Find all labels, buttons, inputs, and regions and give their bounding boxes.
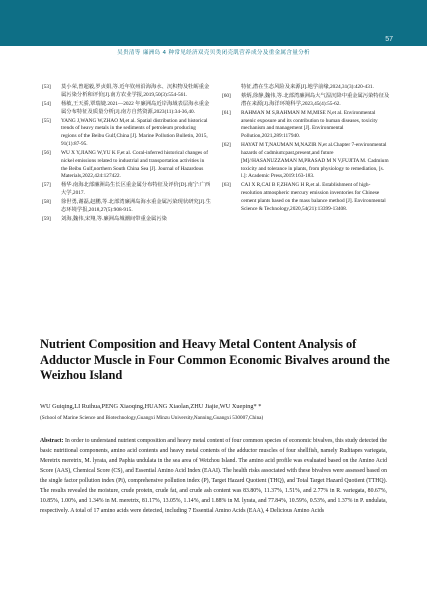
references-left-column bbox=[42, 84, 212, 225]
reference-text: 徐世勇,谢磊,赵鹏,等.北部湾廉洲岛海水重金属污染现状研究[J].生态环境学报,2018,27(5):908-915. bbox=[61, 199, 211, 213]
reference-number: [53] bbox=[42, 84, 51, 90]
journal-header-bar bbox=[0, 0, 427, 46]
reference-entry bbox=[222, 93, 390, 109]
reference-text: 杨敏,王天骄,覃瑞婕.2021—2022 年廉洲岛近岸海域表层海水重金属分布特征及质量分析[J].南方自然资源,2023(11):34-36,40. bbox=[61, 100, 210, 115]
reference-entry bbox=[42, 216, 212, 224]
reference-number: [59] bbox=[42, 215, 51, 222]
reference-text: 杨华.南海北部廉洲岛生长区重金属分布特征及评价[D].南宁:广西大学,2017. bbox=[61, 182, 211, 197]
reference-text: CAI X R,CAI B F,ZHANG H R,et al. Establishment of high-resolution atmospheric mercury emission inventories for Chinese cement plants based on the mass balance method [J]. Environmental Science & Technology,2020,54(21):13399-13408. bbox=[241, 182, 386, 212]
reference-entry bbox=[222, 84, 390, 92]
reference-number: [62] bbox=[222, 142, 231, 149]
reference-number bbox=[222, 84, 241, 92]
reference-number: [58] bbox=[42, 199, 51, 206]
reference-entry bbox=[222, 182, 390, 213]
reference-number: [54] bbox=[42, 100, 51, 107]
abstract-text: In order to understand nutrient composition and heavy metal content of four common species of economic bivalves, this study detected the basic nutritional components, amino acid contents and heavy metal contents of the adductor muscles of four shellfish, namely Ruditapes variegata, Meretrix meretrix, M. lyrata, and Paphia undulata in the sea area of Weizhou Island. The amino acid profile was evaluated based on the Amino Acid Score (AAS), Chemical Score (CS), and Essential Amino Acid Index (EAAI). The health risks associated with these bivalves were assessed based on the single factor pollution index (Pi), comprehensive pollution index (P), Target Hazard Quotient (THQ), and Total Target Hazard Quotient (TTHQ). The results revealed the moisture, crude protein, crude fat, and crude ash content was 83.80%, 11.37%, 1.51%, and 2.77% in R. variegata, 80.67%, 10.85%, 1.00%, and 1.34% in M. meretrix, 81.17%, 13.05%, 1.14%, and 1.88% in M. lyrata, and 77.84%, 10.59%, 0.53%, and 1.37% in P. undulata, respectively. A total of 17 amino acids were detected, including 7 Essential Amino Acids (EAA), 4 Delicious Amino Acids bbox=[40, 438, 387, 514]
reference-entry bbox=[42, 101, 212, 117]
reference-entry bbox=[42, 199, 212, 215]
reference-number: [60] bbox=[222, 92, 231, 99]
reference-entry bbox=[222, 110, 390, 141]
reference-number: [56] bbox=[42, 149, 51, 156]
references-right-column bbox=[222, 84, 390, 215]
reference-text: RAHMAN M S,RAHMAN M M,MISE N,et al. Environmental arsenic exposure and its contribution to human diseases, toxicity mechanism and management [J]. Environmental Pollution,2021,289:117940. bbox=[241, 109, 378, 140]
reference-text: YANG J,WANG W,ZHAO M,et al. Spatial distribution and historical trends of heavy metals in the sediments of petroleum producing regions of the Beibu Gulf,China [J]. Marine Pollution Bulletin, 2015, 91(1):87-95. bbox=[61, 117, 208, 147]
reference-text: 蔡炳,徐静,魏伟,等.北部湾廉洲岛大气湿沉降中重金属污染特征及潜在来源[J].海洋环境科学,2023,45(4):55-62. bbox=[241, 92, 390, 107]
reference-entry bbox=[42, 182, 212, 198]
reference-entry bbox=[42, 150, 212, 181]
reference-text: WU X Y,JIANG W,YU K F,et al. Coral-inferred historical changes of nickel emissions related to industrial and transportation activities in the Beibu Gulf,northern South China Sea [J]. Journal of Hazardous Materials,2022,424:127422. bbox=[61, 149, 208, 180]
reference-text: 莫小荣,曾超毅,罗贞娟,等.近年钦州沿海海水、沉积物及牡蛎重金属污染分析和评价[J].南方农业学报,2019,50(3):554-561. bbox=[61, 84, 210, 98]
reference-text: HAYAT M T,NAUMAN M,NAZIR N,et al.Chapter 7-environmental hazards of cadmium:past,present,and future [M]//HASANUZZAMAN M,PRASAD M N V,FUJITA M. Cadmium toxicity and tolerance in plants, from physiology to remediation, [s. l.]: Academic Press,2019:163-183. bbox=[241, 142, 389, 180]
reference-number: [63] bbox=[222, 182, 231, 189]
author-affiliation: (School of Marine Science and Biotechnology,Guangxi Minzu University,Nanning,Guangxi 530007,China) bbox=[40, 415, 264, 421]
article-title: Nutrient Composition and Heavy Metal Content Analysis of Adductor Muscle in Four Common Economic Bivalves around the Weizhou Island bbox=[40, 337, 390, 383]
author-list: WU Guiqing,LI Ruihua,PENG Xiaoqing,HUANG Xiaolan,ZHU Jiajie,WU Xueping* * bbox=[40, 403, 262, 410]
page-number: 57 bbox=[385, 36, 393, 43]
reference-number: [61] bbox=[222, 109, 231, 116]
reference-text: 特征,潜在生态风险及来源[J].地学前缘,2024,31(3):420-431. bbox=[241, 84, 374, 90]
reference-number: [55] bbox=[42, 117, 51, 124]
running-title: 吴贵清等 廉洲岛 4 种常见经济双壳贝类闭壳肌营养成分及重金属含量分析 bbox=[117, 50, 310, 56]
reference-entry bbox=[42, 84, 212, 100]
reference-number: [57] bbox=[42, 182, 51, 189]
reference-text: 刘海,魏伟,宋翔,等.廉洲岛城潮间带重金属污染 bbox=[61, 215, 167, 222]
reference-entry bbox=[42, 118, 212, 149]
reference-entry bbox=[222, 142, 390, 181]
abstract-paragraph bbox=[40, 436, 387, 516]
abstract-label: Abstract: bbox=[40, 438, 64, 444]
